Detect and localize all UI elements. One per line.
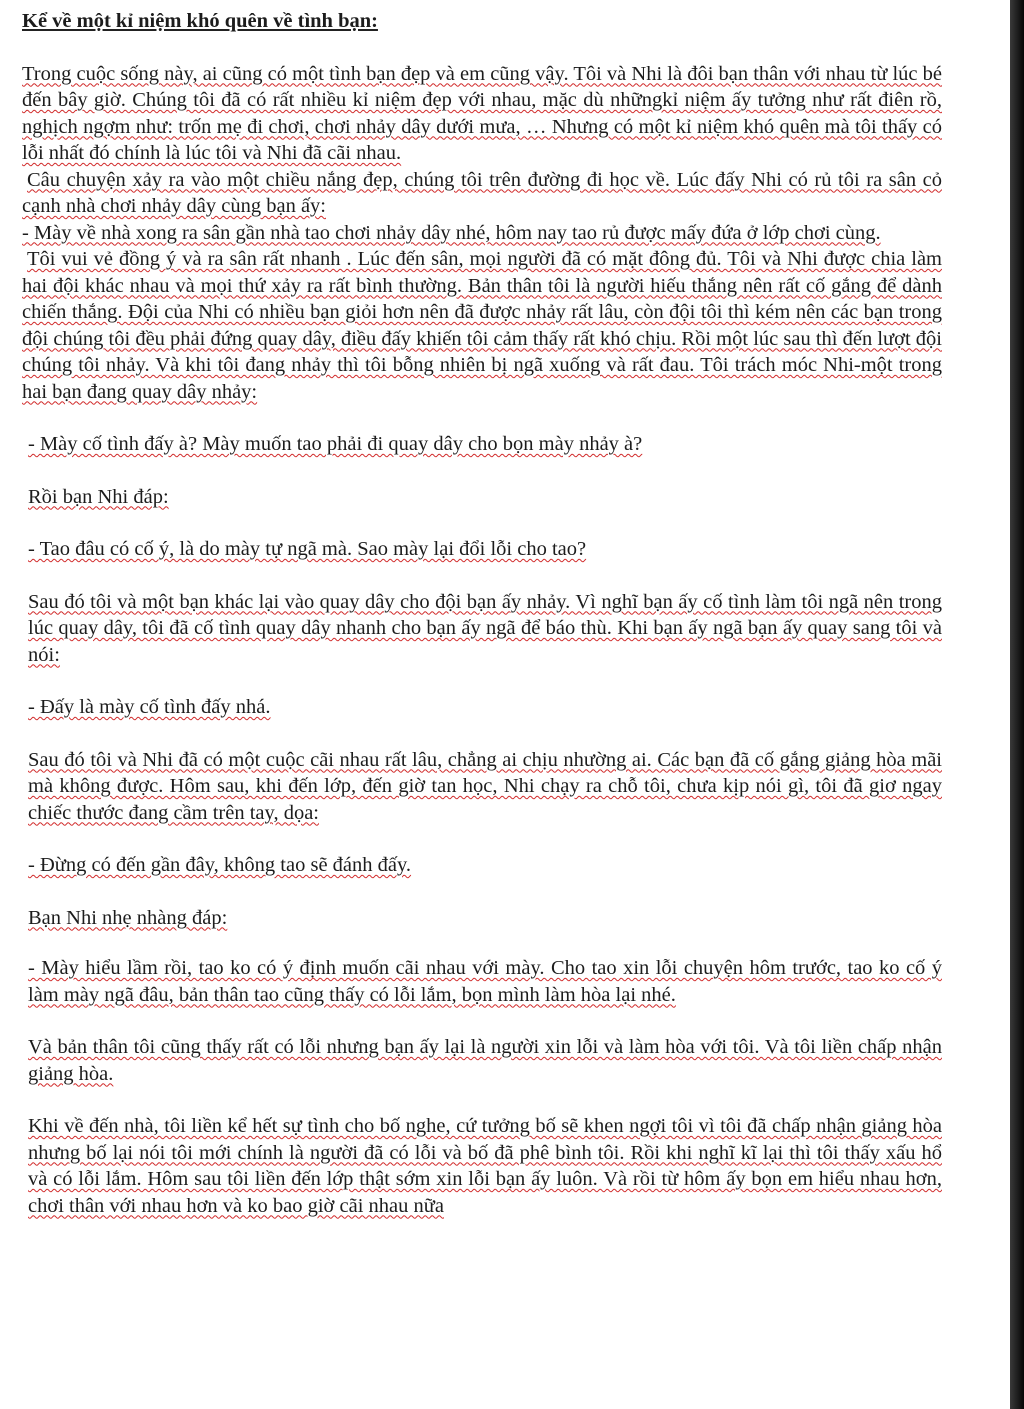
document-body	[22, 8, 942, 1219]
paragraph-intro: Trong cuộc sống này, ai cũng có một tình bạn đẹp và em cũng vậy. Tôi và Nhi là đôi bạn thân với nhau từ lúc bé đến bây giờ. Chúng tôi đã có rất nhiều kỉ niệm đẹp với nhau, mặc dù nhữngkỉ niệm ấy tưởng như rất điên rồ, nghịch ngợm như: trốn mẹ đi chơi, chơi nhảy dây dưới mưa, … Nhưng có một kỉ niệm khó quên mà tôi thấy có lỗi nhất đó chính là lúc tôi và Nhi đã cãi nhau.	[22, 62, 942, 164]
paragraph-game: Tôi vui vẻ đồng ý và ra sân rất nhanh . Lúc đến sân, mọi người đã có mặt đông đủ. Tôi và Nhi được chia làm hai đội khác nhau và mọi thứ xảy ra rất bình thường. Bản thân tôi là người hiếu thắng nên rất cố gắng để dành chiến thắng. Đội của Nhi có nhiều bạn giỏi hơn nên đã được nhảy rất lâu, còn đội tôi thì kém nên các bạn trong đội chúng tôi đều phải đứng quay dây, điều đấy khiến tôi cảm thấy rất khó chịu. Rồi một lúc sau thì đến lượt đội chúng tôi nhảy. Và khi tôi đang nhảy thì tôi bỗng nhiên bị ngã xuống và rất đau. Tôi trách móc Nhi-một trong hai bạn đang quay dây nhảy:	[22, 248, 942, 403]
paragraph-story-start: Câu chuyện xảy ra vào một chiều nắng đẹp, chúng tôi trên đường đi học về. Lúc đấy Nhi có rủ tôi ra sân cỏ cạnh nhà chơi nhảy dây cùng bạn ấy:	[22, 168, 942, 217]
dialogue-nhi-reply: - Tao đâu có cố ý, là do mày tự ngã mà. Sao mày lại đổi lỗi cho tao?	[28, 538, 587, 560]
dialogue-intentional: - Đấy là mày cố tình đấy nhá.	[28, 696, 271, 718]
paragraph-conclusion: Khi về đến nhà, tôi liền kể hết sự tình cho bố nghe, cứ tưởng bố sẽ khen ngợi tôi vì tôi đã chấp nhận giảng hòa nhưng bố lại nói tôi mới chính là người đã có lỗi và bố đã phê bình tôi. Rồi khi nghĩ kĩ lại thì tôi thấy xấu hổ và có lỗi lắm. Hôm sau tôi liền đến lớp thật sớm xin lỗi bạn ấy luôn. Và rồi từ hôm ấy bọn em hiểu nhau hơn, chơi thân với nhau hơn và ko bao giờ cãi nhau nữa	[28, 1115, 942, 1217]
screen-edge	[1010, 0, 1024, 1409]
paragraph-argument: Sau đó tôi và Nhi đã có một cuộc cãi nhau rất lâu, chẳng ai chịu nhường ai. Các bạn đã cố gắng giảng hòa mãi mà không được. Hôm sau, khi đến lớp, đến giờ tan học, Nhi chạy ra chỗ tôi, chưa kịp nói gì, tôi đã giơ ngay chiếc thước đang cầm trên tay, dọa:	[28, 748, 942, 824]
paragraph-reconcile: Và bản thân tôi cũng thấy rất có lỗi nhưng bạn ấy lại là người xin lỗi và làm hòa với tôi. Và tôi liền chấp nhận giảng hòa.	[28, 1036, 942, 1085]
dialogue-threat: - Đừng có đến gần đây, không tao sẽ đánh đấy.	[28, 854, 412, 876]
paragraph-nhi-reply-intro: Rồi bạn Nhi đáp:	[28, 485, 169, 508]
paragraph-nhi-gentle: Bạn Nhi nhẹ nhàng đáp:	[28, 906, 228, 929]
dialogue-accuse: - Mày cố tình đấy à? Mày muốn tao phải đi quay dây cho bọn mày nhảy à?	[28, 433, 643, 455]
dialogue-apology: - Mày hiểu lầm rồi, tao ko có ý định muốn cãi nhau với mày. Cho tao xin lỗi chuyện hôm trước, tao ko cố ý làm mày ngã đâu, bản thân tao cũng thấy có lỗi lắm, bọn mình làm hòa lại nhé.	[28, 957, 942, 1006]
dialogue-invite: - Mày về nhà xong ra sân gần nhà tao chơi nhảy dây nhé, hôm nay tao rủ được mấy đứa ở lớp chơi cùng.	[22, 221, 881, 244]
document-title: Kể về một kỉ niệm khó quên về tình bạn:	[22, 10, 378, 32]
paragraph-revenge: Sau đó tôi và một bạn khác lại vào quay dây cho đội bạn ấy nhảy. Vì nghĩ bạn ấy cố tình làm tôi ngã nên trong lúc quay dây, tôi đã cố tình quay dây nhanh cho bạn ấy ngã để báo thù. Khi bạn ấy ngã bạn ấy quay sang tôi và nói:	[28, 590, 942, 666]
